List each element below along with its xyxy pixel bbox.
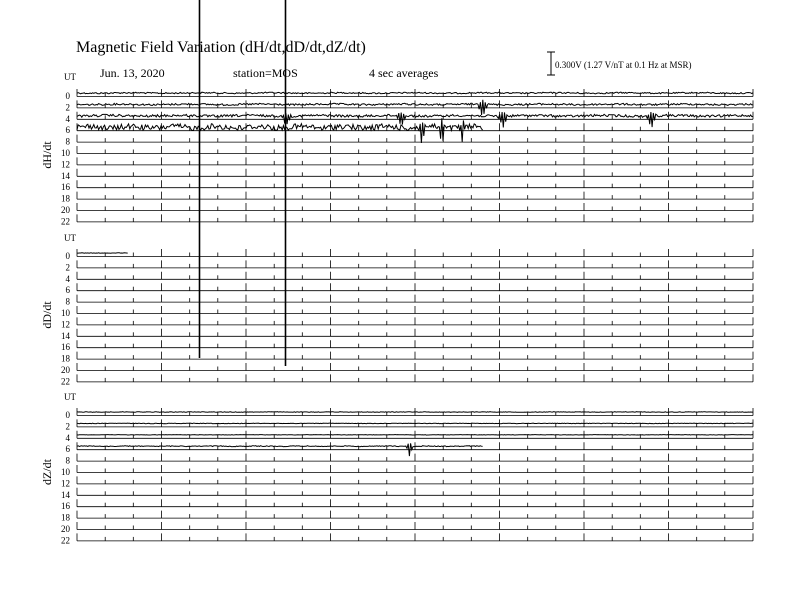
row-hour-label: 14	[61, 330, 70, 341]
data-trace	[77, 435, 753, 436]
row-hour-label: 18	[61, 353, 70, 364]
row-hour-label: 20	[61, 524, 70, 534]
row-hour-label: 0	[65, 251, 70, 261]
row-hour-label: 2	[65, 102, 70, 113]
row-hour-label: 2	[65, 421, 70, 432]
data-trace	[77, 423, 753, 424]
row-hour-label: 4	[65, 432, 70, 443]
row-hour-label: 10	[61, 308, 70, 318]
scale-bar-label: 0.300V (1.27 V/nT at 0.1 Hz at MSR)	[555, 60, 692, 70]
row-hour-label: 10	[61, 148, 70, 158]
row-hour-label: 22	[61, 376, 70, 387]
row-hour-label: 14	[61, 489, 70, 500]
row-hour-label: 8	[65, 136, 70, 147]
row-hour-label: 0	[65, 91, 70, 101]
date-label: Jun. 13, 2020	[100, 66, 165, 80]
row-hour-label: 20	[61, 365, 70, 375]
scale-bar	[547, 52, 555, 75]
row-hour-label: 14	[61, 170, 70, 181]
panel-ylabel: dD/dt	[40, 301, 54, 329]
ut-axis-label: UT	[64, 72, 76, 82]
row-hour-label: 12	[61, 159, 70, 170]
data-trace	[77, 412, 753, 413]
row-hour-label: 8	[65, 455, 70, 466]
row-hour-label: 8	[65, 296, 70, 307]
panel-dD-dt	[40, 233, 753, 386]
panel-ylabel: dZ/dt	[40, 459, 54, 485]
row-hour-label: 18	[61, 193, 70, 204]
averaging-label: 4 sec averages	[369, 66, 439, 80]
row-hour-label: 22	[61, 535, 70, 546]
row-hour-label: 4	[65, 273, 70, 284]
ut-axis-label: UT	[64, 392, 76, 402]
row-hour-label: 4	[65, 113, 70, 124]
panel-ylabel: dH/dt	[40, 141, 54, 169]
row-hour-label: 12	[61, 319, 70, 330]
row-hour-label: 6	[65, 444, 70, 455]
row-hour-label: 6	[65, 285, 70, 296]
panel-dZ-dt	[40, 392, 753, 545]
row-hour-label: 20	[61, 205, 70, 215]
row-hour-label: 22	[61, 216, 70, 227]
row-hour-label: 10	[61, 467, 70, 477]
panel-dH-dt	[40, 72, 753, 226]
row-hour-label: 18	[61, 512, 70, 523]
station-label: station=MOS	[233, 66, 298, 80]
ut-axis-label: UT	[64, 233, 76, 243]
row-hour-label: 16	[61, 182, 70, 193]
row-hour-label: 12	[61, 478, 70, 489]
row-hour-label: 16	[61, 501, 70, 512]
row-hour-label: 6	[65, 125, 70, 136]
row-hour-label: 16	[61, 342, 70, 353]
chart-title: Magnetic Field Variation (dH/dt,dD/dt,dZ/dt)	[76, 39, 366, 56]
row-hour-label: 2	[65, 262, 70, 273]
row-hour-label: 0	[65, 410, 70, 420]
